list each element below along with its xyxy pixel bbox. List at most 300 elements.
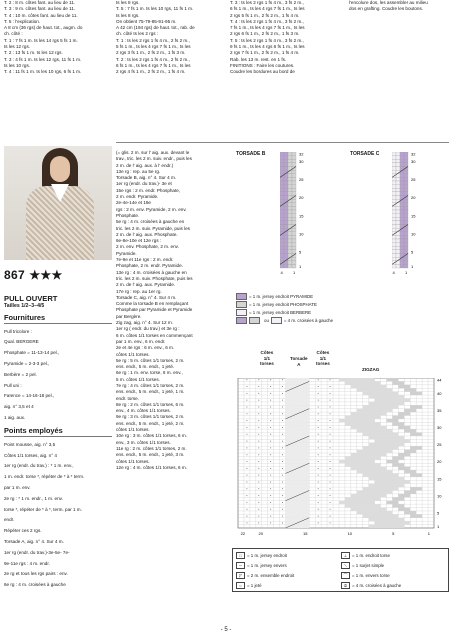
chart-cell [292, 203, 296, 207]
zigzag-band-cell [375, 480, 411, 483]
chart-cell [280, 243, 284, 247]
text-line: 7 fs 1 m., ts les 4 rgs 7 fs 1 m., ts les [230, 25, 305, 31]
rib-dot [318, 488, 319, 489]
chart-cell [292, 217, 296, 221]
chart-cell [280, 225, 284, 229]
instruction-line: tric. les 2 m. suiv. Phosphate, puis les [116, 275, 193, 281]
difficulty-stars: ★★★ [29, 268, 63, 282]
chart-cell [280, 228, 284, 232]
rib-dot [246, 386, 247, 387]
instruction-line: 15e rgs : 2 m. endr. Phosphate, [116, 187, 181, 193]
col-label: 1 [405, 270, 408, 275]
rib-dot [270, 495, 271, 496]
row-label: 10 [411, 231, 416, 237]
chart-cell [288, 206, 292, 210]
rib-dot [318, 447, 319, 448]
rib-dot [270, 386, 271, 387]
row-label: 35 [437, 408, 442, 414]
zigzag-band-cell [363, 433, 399, 436]
rib-dot [318, 393, 319, 394]
text-line: T. 1 : ts les 2 rgs 1 fs 4 m., 2 fs 2 m., [116, 37, 190, 43]
fournitures-line: aig. n° 3,5 et 4 [4, 404, 34, 410]
zigzag-band-cell [369, 402, 405, 405]
col-label: 1 [293, 270, 296, 275]
chart-cell [396, 181, 400, 185]
instruction-line: env., 4 m. côtes 1/1 torses. [116, 408, 171, 414]
chart-cell [284, 185, 288, 189]
torsade-b-label: TORSADE B [236, 151, 266, 157]
instruction-line: 2 m. de l' aig. aux. Phosphate. [116, 231, 178, 237]
rib-dot [246, 502, 247, 503]
stitch-legend-label: = 1 m. jersey endroit [247, 553, 287, 558]
chart-cell [288, 192, 292, 196]
text-line: 6 fs 1 m., ts les 4 rgs 7 fs 1 m., ts les [230, 6, 305, 12]
rib-dot [318, 400, 319, 401]
chart-cell [280, 159, 284, 163]
zigzag-band-cell [369, 518, 405, 521]
text-line: 9 fs 1 m., ts les 4 rgs 6 fs 1 m., ts les [230, 44, 305, 50]
zigzag-band-cell [357, 429, 393, 432]
stitch-legend-item [341, 561, 446, 570]
chart-cell [396, 167, 400, 171]
chart-cell [292, 192, 296, 196]
text-line: T. 2 : ts les 2 rgs 1 fs 4 m., 2 fs 2 m., [116, 56, 190, 62]
col2-main-text [116, 150, 226, 471]
torsade-cell [286, 453, 310, 456]
instruction-line: 13e rg : rep. au 5e rg. [116, 168, 161, 174]
fournitures-line: Berbère = 2 pel. [4, 371, 37, 377]
rib-dot [318, 413, 319, 414]
model-title: PULL OUVERT [4, 294, 58, 303]
rib-dot [282, 509, 283, 510]
rib-dot [246, 441, 247, 442]
chart-cell [396, 152, 400, 156]
instruction-line: 2 m. de l' aig. aux. à l' endr.) [116, 162, 174, 168]
chart-cell [292, 170, 296, 174]
chart-cell [284, 196, 288, 200]
zigzag-band-cell [392, 416, 404, 419]
instruction-line: 5e rg : 4 m. croisées à gauche en [116, 219, 185, 225]
chart-cell [400, 250, 404, 254]
chart-cell [404, 264, 408, 268]
chart-cell [404, 257, 408, 261]
instruction-line: 5e rg : 5 m. côtes 1/1 torses, 2 m. [116, 357, 185, 363]
rib-dot [282, 441, 283, 442]
rib-dot [330, 441, 331, 442]
torsade-cell [286, 514, 310, 517]
chart-cell [400, 239, 404, 243]
zigzag-band-cell [351, 508, 387, 511]
row-label: 1 [437, 524, 440, 529]
chart-cell [284, 167, 288, 171]
zigzag-band-cell [345, 504, 381, 507]
legend-swatch [236, 301, 247, 308]
text-line: 2 rgs 6 fs 1 m., 2 fs 2 m., 1 fs 3 m. [230, 31, 300, 37]
row-label: 1 [411, 264, 414, 269]
chart-cell [280, 264, 284, 268]
torsade-cell [286, 460, 310, 463]
instruction-line: 2 m. endr. Pyramide. [116, 194, 159, 200]
zigzag-band-cell [357, 450, 393, 453]
col2-top-text [116, 0, 226, 76]
zigzag-band-cell [404, 450, 416, 453]
chart-cell [280, 235, 284, 239]
chart-cell [400, 210, 404, 214]
text-line: T. 4 : 10 m. côtes fant. au lieu de 11. [4, 12, 78, 18]
chart-cell [280, 257, 284, 261]
row-label: 5 [299, 249, 302, 255]
text-line: Rab. les 13 m. rest. en 1 fs. [230, 56, 287, 62]
chart-cell [392, 159, 396, 163]
row-label: 32 [299, 152, 304, 157]
rib-dot [246, 413, 247, 414]
rib-dot [330, 393, 331, 394]
chart-cell [396, 210, 400, 214]
zigzag-band-cell [398, 494, 410, 497]
zigzag-band-cell [369, 395, 405, 398]
zigzag-band-cell [363, 446, 399, 449]
rib-dot [258, 400, 259, 401]
chart-cell [280, 196, 284, 200]
rib-dot [246, 420, 247, 421]
chart-cell [280, 221, 284, 225]
chart-cell [396, 177, 400, 181]
chart-cell [396, 188, 400, 192]
chart-cell [292, 221, 296, 225]
zigzag-band-cell [339, 460, 375, 463]
stitch-legend-label: = 1 m. endroit torse [352, 553, 390, 558]
torsade-cell [286, 429, 310, 432]
chart-cell [396, 250, 400, 254]
zigzag-band-cell [404, 491, 416, 494]
model-photo [4, 146, 112, 260]
chart-cell [392, 254, 396, 258]
chart-cell [396, 206, 400, 210]
stitch-legend-label: = 1 jeté [247, 583, 262, 588]
fournitures-heading: Fournitures [4, 313, 112, 324]
chart-cell [392, 156, 396, 160]
rib-dot [330, 488, 331, 489]
row-label: 20 [437, 459, 442, 465]
zigzag-band-cell [345, 456, 381, 459]
row-label: 10 [299, 231, 304, 237]
torsade-cell [286, 433, 310, 436]
chart-cell [292, 214, 296, 218]
chart-cell [292, 185, 296, 189]
rib-dot [258, 488, 259, 489]
points-line: torse *, répéter de * à *, term. par 1 m. [4, 506, 82, 512]
instruction-line: côtes 1/1 torses. [116, 458, 150, 464]
stitch-symbol-icon: ⧄ [341, 582, 350, 589]
torsade-c-chart [392, 152, 422, 282]
rib-dot [258, 420, 259, 421]
rib-dot [258, 495, 259, 496]
chart-cell [288, 250, 292, 254]
text-line: 5 fs 1 m., ts les 4 rgs 7 fs 1 m., ts les [116, 44, 191, 50]
chart-cell [284, 254, 288, 258]
text-line: On obtient 75-79-85-91-95 m. [116, 18, 177, 24]
stitch-symbol-icon: ◸ [236, 572, 245, 579]
chart-cell [292, 174, 296, 178]
chart-cell [292, 257, 296, 261]
zigzag-band-cell [369, 436, 405, 439]
chart-cell [400, 235, 404, 239]
chart-cell [292, 239, 296, 243]
chart-cell [404, 232, 408, 236]
rib-dot [270, 509, 271, 510]
chart-cell [400, 159, 404, 163]
rib-dot [258, 441, 259, 442]
zigzag-band-cell [404, 429, 416, 432]
chart-cell [400, 261, 404, 265]
legend-item [236, 300, 333, 308]
points-line: Répéter ces 2 rgs. [4, 528, 42, 534]
torsade-cell [286, 501, 310, 504]
col-label: 15 [303, 531, 308, 536]
instruction-line: ens. endr., 5 m. endr., 1 jeté, 1 m. [116, 389, 185, 395]
text-line: 2 rgs 5 fs 1 m., 2 fs 2 m., 1 fs 4 m. [230, 12, 300, 18]
legend-swatch [236, 293, 247, 300]
rib-dot [330, 400, 331, 401]
chart-cell [392, 221, 396, 225]
zigzag-band-cell [351, 412, 387, 415]
chart-cell [396, 156, 400, 160]
fournitures-line: Qual. BERGERE [4, 339, 39, 345]
stitch-legend-label: = 1 surjet simple [352, 563, 385, 568]
zigzag-band-cell [375, 439, 411, 442]
instruction-line: Torsade B, aig. n° 4. Sur 4 m. [116, 175, 177, 181]
instruction-line: côtes 1/1 torses. [116, 427, 150, 433]
chart-cell [288, 210, 292, 214]
rib-dot [270, 441, 271, 442]
chart-cell [392, 210, 396, 214]
chart-cell [404, 152, 408, 156]
rib-dot [270, 427, 271, 428]
chart-cell [284, 217, 288, 221]
chart-cell [404, 250, 408, 254]
rib-dot [330, 461, 331, 462]
chart-cell [392, 196, 396, 200]
chart-cell [288, 203, 292, 207]
text-line: T. 2 : 13 fs 1 m. ts les 12 rgs. [4, 50, 63, 56]
chart-cell [400, 246, 404, 250]
color-legend [236, 292, 333, 324]
instruction-line: 7e rg : 4 m. côtes 1/1 torses, 2 m. [116, 382, 185, 388]
rib-dot [258, 481, 259, 482]
chart-cell [396, 196, 400, 200]
zigzag-band-cell [351, 453, 387, 456]
rib-dot [330, 475, 331, 476]
rib-dot [318, 468, 319, 469]
chart-cell [280, 181, 284, 185]
zigzag-band-cell [392, 381, 404, 384]
chart-cell [292, 181, 296, 185]
rib-dot [318, 434, 319, 435]
divider [116, 142, 449, 143]
instruction-line: 1er rg ( endr. du trav.) et 3e rg : [116, 326, 180, 332]
chart-cell [288, 163, 292, 167]
text-line: Coudre les bordures au bord de [230, 69, 295, 75]
zigzag-band-cell [369, 477, 405, 480]
chart-cell [292, 156, 296, 160]
stitch-symbol-icon: ⌒ [341, 572, 350, 579]
rib-dot [270, 406, 271, 407]
chart-cell [396, 159, 400, 163]
rib-dot [282, 413, 283, 414]
chart-cell [280, 192, 284, 196]
chart-cell [284, 214, 288, 218]
points-line: par 1 m. env. [4, 484, 31, 490]
chart-cell [404, 159, 408, 163]
col3-top-text [230, 0, 344, 76]
rib-dot [258, 502, 259, 503]
zigzag-band-cell [357, 470, 393, 473]
chart-cell [400, 264, 404, 268]
rib-dot [330, 406, 331, 407]
rib-dot [258, 509, 259, 510]
rib-dot [258, 454, 259, 455]
text-line: T. 4 : 11 fs 1 m. ts les 10 rgs, 6 fs 1 m. [4, 69, 82, 75]
chart-cell [396, 163, 400, 167]
rib-dot [246, 379, 247, 380]
zigzag-band-cell [345, 381, 381, 384]
rib-dot [258, 468, 259, 469]
zigzag-band-cell [339, 419, 375, 422]
legend-label: = 1 m. jersey endroit PHOSPHATE [249, 301, 317, 307]
zigzag-band-cell [345, 497, 381, 500]
chart-cell [280, 167, 284, 171]
chart-cell [280, 250, 284, 254]
stitch-symbol-icon: □ [236, 552, 245, 559]
fournitures-line: Pyramide = 2-3-3 pel., [4, 360, 50, 366]
rib-dot [330, 413, 331, 414]
zigzag-band-cell [351, 494, 387, 497]
row-label: 40 [437, 391, 442, 397]
chart-cell [280, 239, 284, 243]
rib-dot [318, 475, 319, 476]
text-line: T. 3 : 9 m. côtes fant. au lieu de 11. [4, 6, 76, 12]
fournitures-line: Faïence = 14-16-18 pel., [4, 393, 55, 399]
zigzag-band-cell [386, 419, 398, 422]
rib-dot [246, 516, 247, 517]
chart-cell [396, 264, 400, 268]
chart-cell [280, 170, 284, 174]
rib-dot [270, 393, 271, 394]
text-line: T. 4 : ts les 2 rgs 1 fs 4 m., 3 fs 2 m., [230, 18, 304, 24]
chart-cell [392, 217, 396, 221]
points-line: 1er rg (endr. du trav.)-3e-5e- 7e- [4, 549, 70, 555]
chart-cell [404, 188, 408, 192]
stitch-legend-item [236, 561, 341, 570]
text-line: ch. côté ts les 2 rgs : [116, 31, 159, 37]
rib-dot [282, 406, 283, 407]
legend-item [236, 308, 333, 316]
rib-dot [318, 379, 319, 380]
rib-dot [318, 461, 319, 462]
rib-dot [270, 454, 271, 455]
row-label: 44 [437, 378, 442, 383]
text-line: T. 5 : ts les 2 rgs 1 fs 4 m., 3 fs 2 m., [230, 37, 304, 43]
chart-cell [280, 163, 284, 167]
row-label: 30 [437, 425, 442, 431]
chart-cell [400, 217, 404, 221]
rib-dot [258, 393, 259, 394]
chart-cell [292, 159, 296, 163]
rib-dot [258, 386, 259, 387]
chart-cell [400, 163, 404, 167]
row-label: 25 [299, 177, 304, 182]
rib-dot [282, 495, 283, 496]
stitch-symbol-icon: ─ [236, 562, 245, 569]
points-line: 9e-11e rgs : 4 m. endr. [4, 560, 50, 566]
rib-dot [282, 481, 283, 482]
chart-cell [396, 235, 400, 239]
instruction-line: 7e-9e et 11e rgs : 2 m. endr. [116, 257, 174, 263]
row-label: 1 [299, 264, 302, 269]
chart-cell [288, 214, 292, 218]
chart-cell [280, 217, 284, 221]
chart-cell [288, 217, 292, 221]
chart-cell [284, 225, 288, 229]
row-label: 30 [411, 158, 416, 164]
chart-cell [404, 192, 408, 196]
rib-dot [258, 413, 259, 414]
chart-cell [288, 261, 292, 265]
chart-cell [292, 264, 296, 268]
stitch-legend-label: = 1 m. jersey envers [247, 563, 287, 568]
rib-dot [246, 522, 247, 523]
chart-cell [292, 246, 296, 250]
rib-dot [318, 420, 319, 421]
instruction-line: 2e et 4e rgs : 6 m. env., 6 m. [116, 345, 175, 351]
zigzag-band-cell [398, 508, 410, 511]
stitch-legend-label: = 4 m. croisées à gauche [352, 583, 402, 588]
chart-cell [400, 243, 404, 247]
chart-cell [404, 246, 408, 250]
chart-cell [392, 225, 396, 229]
rib-dot [330, 481, 331, 482]
page-number: - 5 - [220, 627, 232, 633]
torsade-cell [286, 419, 310, 422]
text-line: T. 2 : 8 m. côtes fant. au lieu de 11. [4, 0, 76, 5]
chart-cell [396, 192, 400, 196]
model-number: 867 [4, 268, 25, 282]
chart-cell [396, 243, 400, 247]
chart-cell [404, 239, 408, 243]
chart-cell [392, 181, 396, 185]
legend-or: ou [264, 317, 269, 323]
chart-cell [292, 261, 296, 265]
stitch-symbol-icon: ⟍ [341, 562, 350, 569]
chart-cell [284, 156, 288, 160]
chart-cell [400, 188, 404, 192]
row-label: 5 [411, 249, 414, 255]
rib-dot [270, 488, 271, 489]
chart-cell [284, 264, 288, 268]
chart-cell [396, 225, 400, 229]
chart-cell [396, 185, 400, 189]
col-label: 22 [240, 531, 246, 536]
chart-cell [280, 214, 284, 218]
zigzag-band-cell [363, 514, 399, 517]
chart-cell [400, 206, 404, 210]
chart-cell [284, 221, 288, 225]
chart-cell [284, 177, 288, 181]
chart-cell [400, 152, 404, 156]
rib-dot [246, 495, 247, 496]
zigzag-band-cell [398, 412, 410, 415]
rib-dot [330, 379, 331, 380]
